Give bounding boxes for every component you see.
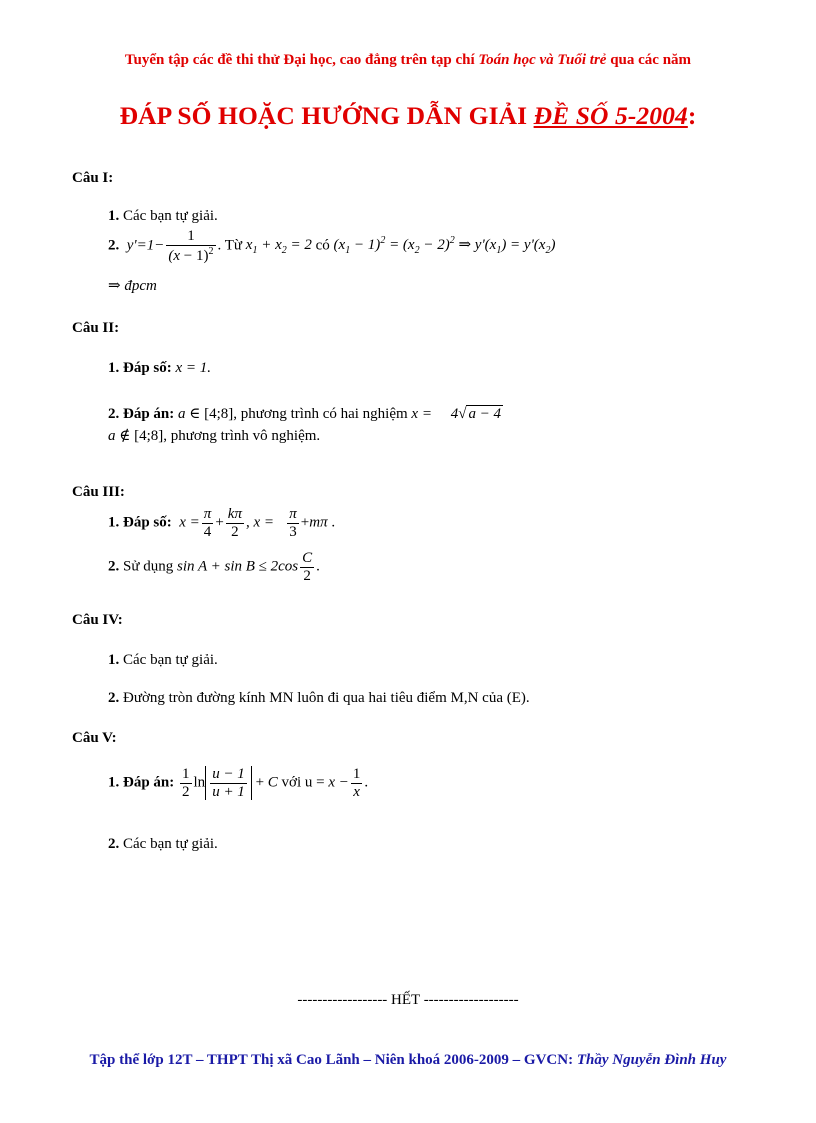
s2-item-2b: a ∉ [4;8], phương trình vô nghiệm. bbox=[108, 428, 321, 444]
s1-item-1: 1. Các bạn tự giải. bbox=[108, 208, 218, 224]
s3-item-1: 1. Đáp số: x = $\frac{\pi}{4}$ + $\frac{k\pi}{2}$ , x = $\frac{\pi}{3}$ +mπ . bbox=[108, 506, 336, 540]
s5-item-1: 1. Đáp án: $\frac{1}{2}$ ln $\frac{u - 1}{u + 1}$ + C với u = x − $\frac{1}{x}$ . bbox=[108, 766, 369, 800]
s2-item-1: 1. Đáp số: x = 1. bbox=[108, 360, 212, 376]
document-header: Tuyển tập các đề thi thử Đại học, cao đẳng trên tạp chí Toán học và Tuổi trẻ qua các năm bbox=[124, 52, 692, 68]
math-root: x = 4√ a − 4 bbox=[411, 406, 502, 422]
s2-item-2: 2. Đáp án: a ∈ [4;8], phương trình có hai nghiệm x = 4√ a − 4 bbox=[108, 406, 502, 422]
s3-item-2: 2. Sử dụng sin A + sin B ≤ 2cos $\frac{C}{2}$ . bbox=[108, 550, 320, 584]
math-fraction: $\frac{1}{(x - 1)^2}$ bbox=[168, 228, 214, 264]
section-heading-5: Câu V: bbox=[72, 730, 117, 746]
s4-item-1: 1. Các bạn tự giải. bbox=[108, 652, 218, 668]
section-heading-2: Câu II: bbox=[72, 320, 120, 336]
math-sum: $x_1 + x_2 = 2$ bbox=[245, 237, 312, 257]
page-title: ĐÁP SỐ HOẶC HƯỚNG DẪN GIẢI ĐỀ SỐ 5-2004: bbox=[119, 101, 697, 130]
end-marker: ------------------ HẾT ------------------- bbox=[297, 992, 519, 1008]
section-heading-3: Câu III: bbox=[72, 484, 125, 500]
section-heading-1: Câu I: bbox=[72, 170, 114, 186]
document-footer: Tập thể lớp 12T – THPT Thị xã Cao Lãnh – Niên khoá 2006-2009 – GVCN: Thầy Nguyễn Đình Huy bbox=[89, 1052, 727, 1068]
s1-item-2: 2. y'=1− $\frac{1}{(x - 1)^2}$ . Từ $x_1 + x_2 = 2$ có $(x_1 - 1)^2 = (x_2 - 2)^2$ ⇒ $y'(x_1) = y'(x_2)$ bbox=[108, 228, 556, 264]
s1-conclusion: ⇒ đpcm bbox=[108, 278, 157, 294]
section-heading-4: Câu IV: bbox=[72, 612, 123, 628]
math-derivative: y'=1− bbox=[123, 237, 165, 254]
exam-number: ĐỀ SỐ 5-2004 bbox=[533, 101, 688, 130]
s4-item-2: 2. Đường tròn đường kính MN luôn đi qua hai tiêu điểm M,N của (E). bbox=[108, 690, 530, 706]
s5-item-2: 2. Các bạn tự giải. bbox=[108, 836, 218, 852]
math-equality: $(x_1 - 1)^2 = (x_2 - 2)^2$ ⇒ $y'(x_1) = y'(x_2)$ bbox=[333, 235, 556, 257]
